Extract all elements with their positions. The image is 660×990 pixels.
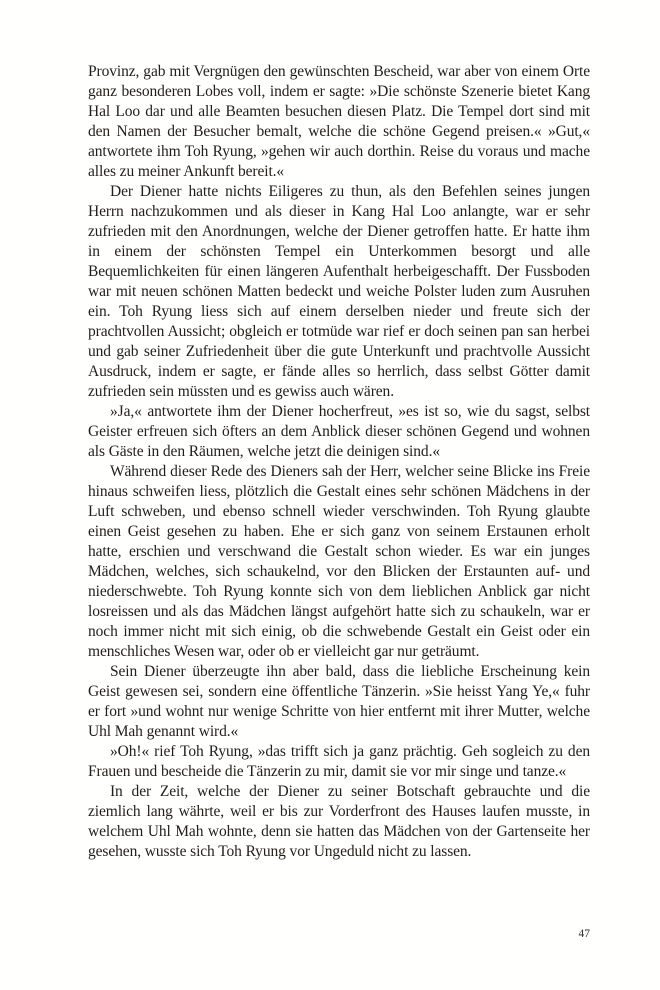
paragraph: »Ja,« antwortete ihm der Diener hocherfreut, »es ist so, wie du sagst, selbst Geister erfreuen sich öfters an dem Anblick dieser schönen Gegend und wohnen als Gäste in den Räumen, welche jetzt die deinigen sind.« [88, 403, 590, 460]
page-number: 47 [578, 928, 590, 940]
paragraph: In der Zeit, welche der Diener zu seiner Botschaft gebrauchte und die ziemlich lang währte, weil er bis zur Vorderfront des Hauses laufen musste, in welchem Uhl Mah wohnte, denn sie hatten das Mädchen von der Gartenseite her gesehen, wusste sich Toh Ryung vor Ungeduld nicht zu lassen. [88, 783, 590, 860]
paragraph: »Oh!« rief Toh Ryung, »das trifft sich ja ganz prächtig. Geh sogleich zu den Frauen und bescheide die Tänzerin zu mir, damit sie vor mir singe und tanze.« [88, 743, 590, 780]
paragraph: Der Diener hatte nichts Eiligeres zu thun, als den Befehlen seines jungen Herrn nachzukommen und als dieser in Kang Hal Loo anlangte, war er sehr zufrieden mit den Anordnungen, welche der Diener getroffen hatte. Er hatte ihm in einem der schönsten Tempel ein Unterkommen besorgt und alle Bequemlichkeiten für einen längeren Aufenthalt herbeigeschafft. Der Fussboden war mit neuen schönen Matten bedeckt und weiche Polster luden zum Ausruhen ein. Toh Ryung liess sich auf einem derselben nieder und freute sich der prachtvollen Aussicht; obgleich er totmüde war rief er doch seinen pan san herbei und gab seiner Zufriedenheit über die gute Unterkunft und prachtvolle Aussicht Ausdruck, indem er sagte, er fände alles so herrlich, dass selbst Götter damit zufrieden sein müssten und es gewiss auch wären. [88, 183, 590, 400]
paragraph: Während dieser Rede des Dieners sah der Herr, welcher seine Blicke ins Freie hinaus schweifen liess, plötzlich die Gestalt eines sehr schönen Mädchens in der Luft schweben, und ebenso schnell wieder verschwinden. Toh Ryung glaubte einen Geist gesehen zu haben. Ehe er sich ganz von seinem Erstaunen erholt hatte, erschien und verschwand die Gestalt schon wieder. Es war ein junges Mädchen, welches, sich schaukelnd, vor den Blicken der Erstaunten auf- und niederschwebte. Toh Ryung konnte sich von dem lieblichen Anblick gar nicht losreissen und als das Mädchen längst aufgehört hatte sich zu schaukeln, war er noch immer nicht mit sich einig, ob die schwebende Gestalt ein Geist oder ein menschliches Wesen war, oder ob er vielleicht gar nur geträumt. [88, 463, 590, 660]
paragraph: Provinz, gab mit Vergnügen den gewünschten Bescheid, war aber von einem Orte ganz besonderen Lobes voll, indem er sagte: »Die schönste Szenerie bietet Kang Hal Loo dar und alle Beamten besuchen diesen Platz. Die Tempel dort sind mit den Namen der Besucher bemalt, welche die schöne Gegend preisen.« »Gut,« antwortete ihm Toh Ryung, »gehen wir auch dorthin. Reise du voraus und mache alles zu meiner Ankunft bereit.« [88, 63, 590, 180]
paragraph: Sein Diener überzeugte ihn aber bald, dass die liebliche Erscheinung kein Geist gewesen sei, sondern eine öffentliche Tänzerin. »Sie heisst Yang Ye,« fuhr er fort »und wohnt nur wenige Schritte von hier entfernt mit ihrer Mutter, welche Uhl Mah genannt wird.« [88, 663, 590, 740]
body-text [88, 62, 590, 862]
